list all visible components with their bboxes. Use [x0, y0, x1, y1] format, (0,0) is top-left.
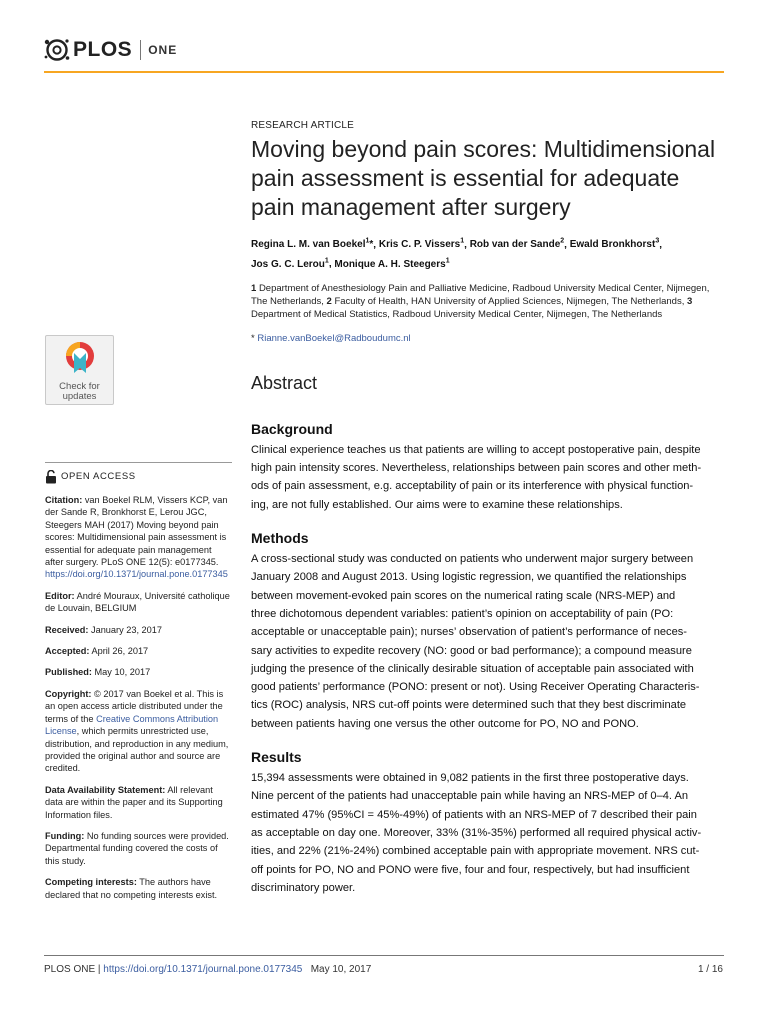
section-heading: Results: [251, 749, 302, 766]
received-label: Received:: [45, 624, 89, 635]
footer-doi-link[interactable]: https://doi.org/10.1371/journal.pone.0177345: [103, 964, 303, 975]
section-text: A cross-sectional study was conducted on patients who underwent major surgery between January 2008 and August 2013. Using logistic regression, we quantified the relationships between movement-evoked pain scores on the numerical rating scale (NRS-MEP) and three dichotomous dependent variables: patient’s opinion on acceptability of pain (PO: acceptable or unacceptable pain); nurses’ observation of patient’s performance of neces- sary activities to expedite recovery (NO: good or bad performance); a compound measure judging the presence of the clinically desirable situation of acceptable pain associated with good patients’ performance (PONO: present or not). Using Receiver Operating Characteris- tics (ROC) analysis, NRS cut-off points were determined such that they best discriminate between patients having one versus the other outcome for PO, NO and PONO.: [251, 553, 700, 730]
accepted-block: [45, 645, 232, 657]
header-rule: [44, 71, 724, 73]
abstract-heading: Abstract: [251, 372, 318, 393]
funding-text: No funding sources were provided. Departmental funding covered the costs of this study.: [45, 830, 229, 866]
open-access-badge: [45, 470, 232, 484]
copyright-text-end: , which permits unrestricted use, distribution, and reproduction in any medium, provided the original author and source are credited.: [45, 726, 229, 774]
author-list: Regina L. M. van Boekel$^1$*, Kris C. P. Vissers$^1$, Rob van der Sande$^2$, Ewald Bronkhorst$^3$, Jos G. C. Lerou$^1$, Monique A. H. Steegers$^1$: [251, 238, 662, 270]
data-availability-label: Data Availability Statement:: [45, 784, 166, 795]
plos-logo-icon: [44, 37, 70, 63]
section-text: 15,394 assessments were obtained in 9,082 patients in the first three postoperative days. Nine percent of the patients had unacceptable pain while having an NRS-MEP of 0–4. An estimated 47% (95%CI = 45%-49%) of patients with an NRS-MEP of 7 described their pain as acceptable on day one. Moreover, 33% (31%-35%) performed all required physical activ- ities, and 22% (21%-24%) combined acceptable pain with appropriate movement. NRS cut- off points for PO, NO and PONO were five, four and four, respectively, but had insufficient discriminatory power.: [251, 772, 702, 894]
article-title: Moving beyond pain scores: Multidimensional pain assessment is essential for adequate pain management after surgery: [251, 136, 716, 220]
author[interactable]: Rob van der Sande$^2$: [469, 238, 565, 251]
received-date: January 23, 2017: [90, 624, 162, 635]
data-availability-text: All relevant data are within the paper and its Supporting Information files.: [45, 784, 223, 820]
logo-journal: ONE: [148, 43, 178, 57]
accepted-label: Accepted:: [45, 646, 90, 657]
article-sidebar: [45, 462, 232, 910]
footer-rule: [44, 955, 724, 956]
copyright-label: Copyright:: [45, 688, 92, 699]
open-lock-icon: [45, 470, 57, 484]
data-availability-block: [45, 784, 232, 821]
sidebar-rule: [45, 462, 232, 463]
citation-block: [45, 494, 232, 581]
editor-label: Editor:: [45, 590, 75, 601]
logo-brand: PLOS: [73, 38, 133, 61]
corresponding-email: * Rianne.vanBoekel@Radboudumc.nl: [251, 332, 411, 344]
author[interactable]: Monique A. H. Steegers$^1$: [334, 257, 450, 270]
check-for-updates-icon: [63, 339, 97, 377]
published-date: May 10, 2017: [94, 667, 151, 678]
funding-label: Funding:: [45, 830, 85, 841]
funding-block: [45, 830, 232, 867]
footer-citation: [44, 964, 371, 975]
editor-block: [45, 590, 232, 615]
editor-text: André Mouraux, Université catholique de Louvain, BELGIUM: [45, 590, 230, 614]
abstract-section-methods: [251, 530, 721, 733]
section-text: Clinical experience teaches us that patients are willing to accept postoperative pain, despite high pain intensity scores. Nevertheless, relationships between pain scores and other meth- ods of pain assessment, e.g. acceptability of pain or its interference with physical function- ing, are not fully established. Our aims were to examine these relationships.: [251, 443, 702, 511]
competing-interests-label: Competing interests:: [45, 877, 137, 888]
footer-date: May 10, 2017: [310, 964, 372, 975]
author[interactable]: Ewald Bronkhorst$^3$: [569, 238, 660, 251]
copyright-block: [45, 688, 232, 775]
author[interactable]: Kris C. P. Vissers$^1$: [378, 238, 465, 251]
page-number: 1 / 16: [697, 964, 723, 975]
published-label: Published:: [45, 667, 92, 678]
published-block: [45, 666, 232, 678]
citation-label: Citation:: [45, 495, 83, 505]
citation-text: van Boekel RLM, Vissers KCP, van der Sande R, Bronkhorst E, Lerou JGC, Steegers MAH (2017) Moving beyond pain scores: Multidimensional pain assessment is essential for adequate pain management after surgery. PLoS ONE 12(5): e0177345.: [45, 495, 228, 568]
article-main: [251, 120, 721, 897]
open-access-label: OPEN ACCESS: [61, 470, 136, 482]
article-type: RESEARCH ARTICLE: [251, 120, 355, 131]
license-link[interactable]: Creative Commons Attribution License: [45, 713, 219, 737]
email-link[interactable]: Rianne.vanBoekel@Radboudumc.nl: [257, 332, 411, 344]
abstract-section-background: [251, 421, 721, 514]
section-heading: Background: [251, 420, 333, 437]
footer-journal: PLOS ONE |: [44, 964, 101, 975]
logo-divider: [140, 40, 141, 60]
author[interactable]: Jos G. C. Lerou$^1$: [251, 257, 329, 270]
updates-line1: Check for: [59, 381, 100, 392]
competing-interests-text: The authors have declared that no competing interests exist.: [45, 877, 218, 900]
affiliations: 1 Department of Anesthesiology Pain and Palliative Medicine, Radboud University Medical Center, Nijmegen, The Netherlands, 2 Faculty of Health, HAN University of Applied Sciences, Nijmegen, The Netherlands, 3 Department of Medical Statistics, Radboud University Medical Center, Nijmegen, The Netherlands: [251, 282, 710, 321]
accepted-date: April 26, 2017: [91, 646, 149, 657]
competing-interests-block: [45, 876, 232, 901]
copyright-text: © 2017 van Boekel et al. This is an open access article distributed under the terms of the: [45, 688, 224, 724]
citation-doi-link[interactable]: https://doi.org/10.1371/journal.pone.0177345: [45, 569, 228, 580]
plos-logo[interactable]: [44, 36, 177, 64]
section-heading: Methods: [251, 530, 309, 547]
updates-line2: updates: [62, 391, 97, 402]
check-for-updates-button[interactable]: [45, 335, 114, 405]
abstract-section-results: [251, 749, 721, 897]
received-block: [45, 624, 232, 636]
author[interactable]: Regina L. M. van Boekel$^1$*: [251, 238, 374, 251]
